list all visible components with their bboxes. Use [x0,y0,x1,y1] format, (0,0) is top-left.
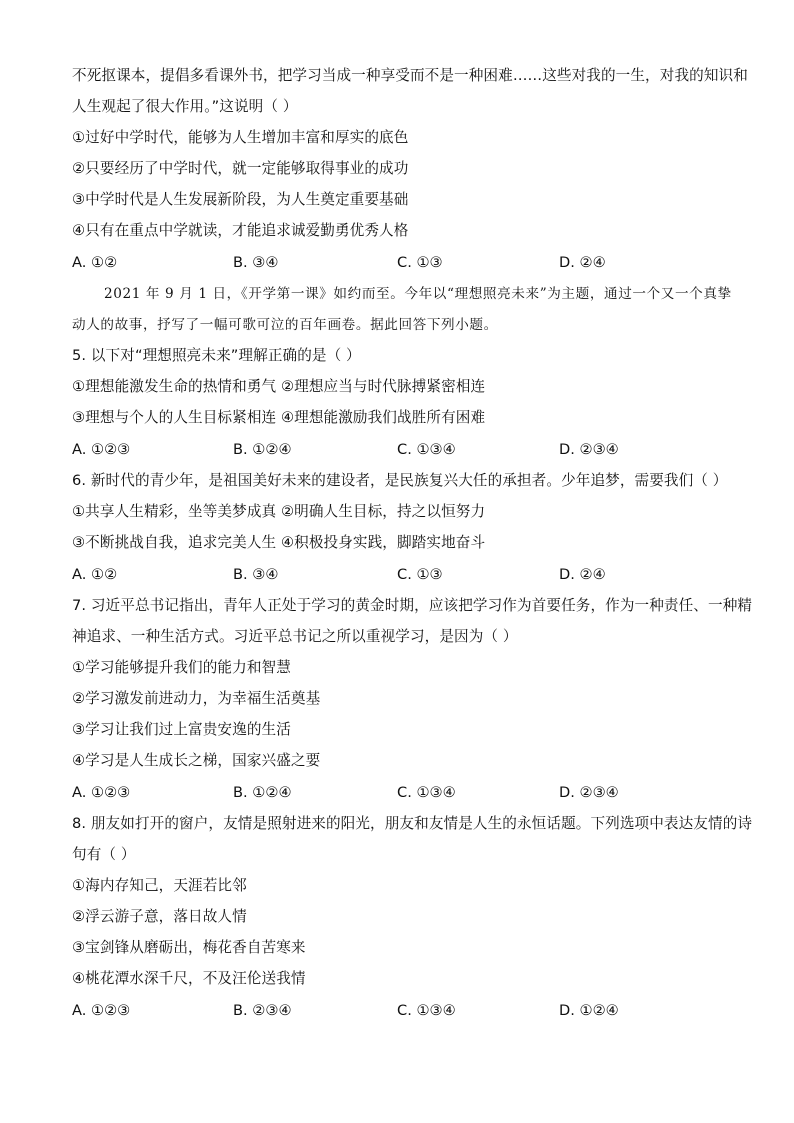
q7-statement-1: ①学习能够提升我们的能力和智慧 [72,659,291,676]
q7-statement-2: ②学习激发前进动力，为幸福生活奠基 [72,690,321,707]
q8-option-d[interactable]: D. ①②④ [559,1002,619,1019]
reading-intro-line-1: 2021 年 9 月 1 日，《开学第一课》如约而至。今年以“理想照亮未来”为主题，通过一个又一个真挚 [104,286,732,302]
q7-option-c[interactable]: C. ①③④ [397,784,456,801]
q8-option-b[interactable]: B. ②③④ [233,1002,292,1019]
q8-options [72,1001,732,1021]
q5-statements-1-2: ①理想能激发生命的热情和勇气 ②理想应当与时代脉搏紧密相连 [72,378,486,395]
q6-option-c[interactable]: C. ①③ [397,566,443,583]
q7-option-d[interactable]: D. ②③④ [559,784,619,801]
q8-stem-line-2: 句有（ ） [72,846,136,863]
q4-option-c[interactable]: C. ①③ [397,254,443,271]
q8-option-a[interactable]: A. ①②③ [72,1002,131,1019]
q7-option-b[interactable]: B. ①②④ [233,784,292,801]
q7-stem-line-1: 7. 习近平总书记指出，青年人正处于学习的黄金时期，应该把学习作为首要任务，作为一种责任、一种精 [72,597,753,614]
q5-option-d[interactable]: D. ②③④ [559,441,619,458]
q8-statement-4: ④桃花潭水深千尺，不及汪伦送我情 [72,970,306,987]
q6-statements-1-2: ①共享人生精彩，坐等美梦成真 ②明确人生目标，持之以恒努力 [72,503,486,520]
reading-intro-line-2: 动人的故事，抒写了一幅可歌可泣的百年画卷。据此回答下列小题。 [72,317,498,333]
q4-option-b[interactable]: B. ③④ [233,254,279,271]
q4-statement-1: ①过好中学时代，能够为人生增加丰富和厚实的底色 [72,129,409,146]
q4-statement-3: ③中学时代是人生发展新阶段，为人生奠定重要基础 [72,191,409,208]
q5-option-b[interactable]: B. ①②④ [233,441,292,458]
q4-option-a[interactable]: A. ①② [72,254,118,271]
q6-option-b[interactable]: B. ③④ [233,566,279,583]
q4-stem-line-1: 不死抠课本，提倡多看课外书，把学习当成一种享受而不是一种困难……这些对我的一生，对我的知识和 [72,67,748,84]
q6-option-a[interactable]: A. ①② [72,566,118,583]
q4-stem-line-2: 人生观起了很大作用。”这说明（ ） [72,98,298,115]
q4-statement-2: ②只要经历了中学时代，就一定能够取得事业的成功 [72,160,409,177]
q7-option-a[interactable]: A. ①②③ [72,784,131,801]
q4-statement-4: ④只有在重点中学就读，才能追求诚爱勤勇优秀人格 [72,222,409,239]
q6-option-d[interactable]: D. ②④ [559,566,606,583]
q4-options [72,253,732,273]
q7-options [72,783,732,803]
q7-statement-3: ③学习让我们过上富贵安逸的生活 [72,721,291,738]
q8-option-c[interactable]: C. ①③④ [397,1002,456,1019]
q4-option-d[interactable]: D. ②④ [559,254,606,271]
q7-stem-line-2: 神追求、一种生活方式。习近平总书记之所以重视学习，是因为（ ） [72,628,518,645]
q5-option-c[interactable]: C. ①③④ [397,441,456,458]
q6-stem: 6. 新时代的青少年，是祖国美好未来的建设者，是民族复兴大任的承担者。少年追梦，需要我们（ ） [72,472,728,489]
q8-statement-1: ①海内存知己，天涯若比邻 [72,877,247,894]
q7-statement-4: ④学习是人生成长之梯，国家兴盛之要 [72,752,321,769]
q5-statements-3-4: ③理想与个人的人生目标紧相连 ④理想能激励我们战胜所有困难 [72,409,486,426]
q5-stem: 5. 以下对“理想照亮未来”理解正确的是（ ） [72,347,361,364]
q5-options [72,440,732,460]
q6-statements-3-4: ③不断挑战自我，追求完美人生 ④积极投身实践，脚踏实地奋斗 [72,534,486,551]
q6-options [72,565,732,585]
q5-option-a[interactable]: A. ①②③ [72,441,131,458]
q8-statement-3: ③宝剑锋从磨砺出，梅花香自苦寒来 [72,939,306,956]
q8-statement-2: ②浮云游子意，落日故人情 [72,908,247,925]
q8-stem-line-1: 8. 朋友如打开的窗户，友情是照射进来的阳光，朋友和友情是人生的永恒话题。下列选项中表达友情的诗 [72,815,753,832]
